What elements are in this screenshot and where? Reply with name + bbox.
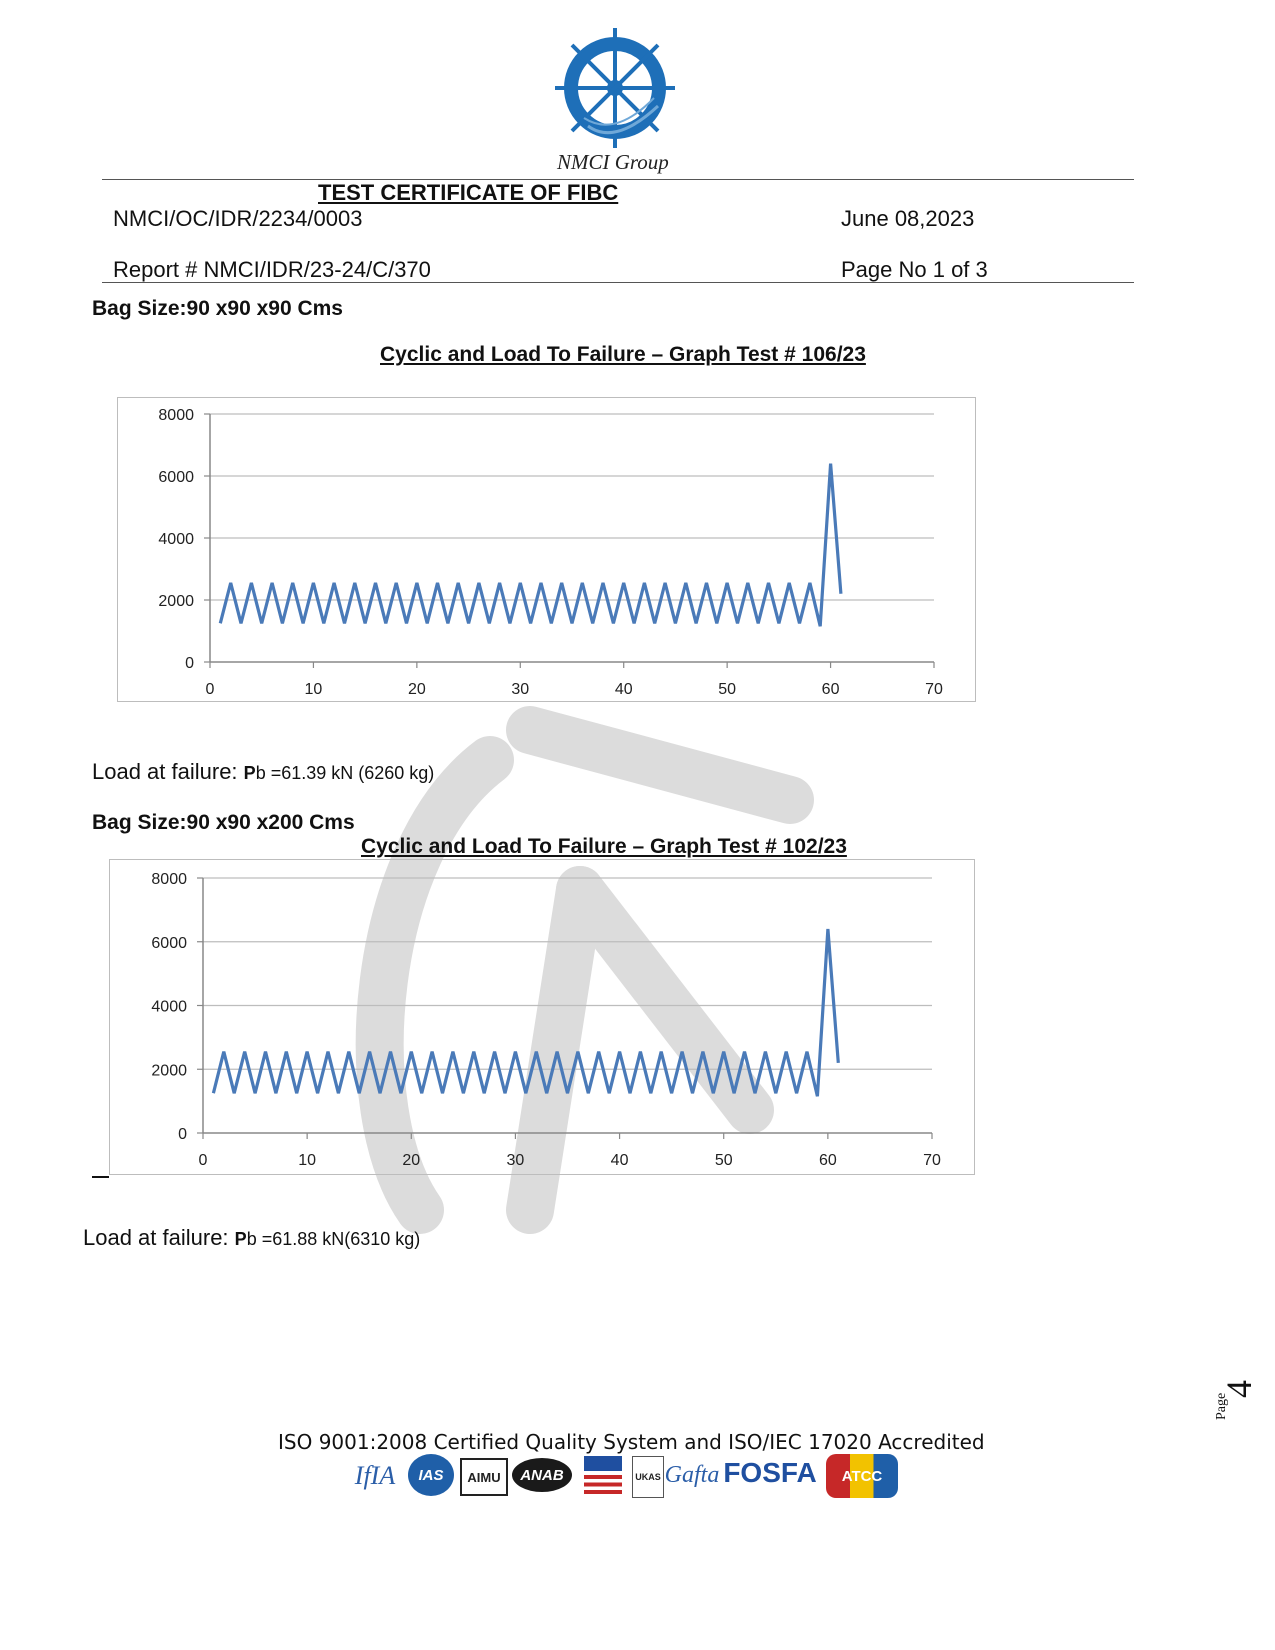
x-tick-label: 20	[407, 681, 426, 698]
logo-text: NMCI Group	[557, 150, 669, 174]
x-tick-label: 60	[821, 681, 840, 698]
x-tick-label: 60	[818, 1152, 837, 1169]
anab-logo-icon: ANAB	[512, 1458, 572, 1492]
graph-title-1: Cyclic and Load To Failure – Graph Test # 106/23	[380, 343, 866, 366]
certificate-date: June 08,2023	[841, 206, 975, 231]
aimu-logo-icon: AIMU	[460, 1458, 508, 1496]
page-number: 4	[1219, 1380, 1259, 1398]
load-label: Load at failure:	[83, 1225, 235, 1250]
load-label: Load at failure:	[92, 759, 244, 784]
ukas-logo-icon: UKAS	[632, 1456, 664, 1498]
accreditation-logos	[346, 1452, 906, 1502]
x-tick-label: 70	[925, 681, 943, 698]
load-value: b =61.39 kN (6260 kg)	[255, 763, 435, 783]
load-value: b =61.88 kN(6310 kg)	[246, 1229, 421, 1249]
load-p-symbol: P	[243, 763, 256, 783]
x-tick-label: 30	[511, 681, 530, 698]
bag-size-1: Bag Size:90 x90 x90 Cms	[92, 297, 343, 320]
certificate-ref: NMCI/OC/IDR/2234/0003	[113, 206, 363, 231]
x-tick-label: 10	[304, 681, 323, 698]
y-tick-label: 6000	[158, 469, 194, 486]
x-tick-label: 40	[614, 681, 633, 698]
load-p-symbol: P	[234, 1229, 247, 1249]
y-tick-label: 6000	[151, 934, 187, 952]
y-tick-label: 0	[185, 655, 194, 672]
y-tick-label: 2000	[158, 593, 194, 610]
y-tick-label: 8000	[158, 407, 194, 424]
certification-text: ISO 9001:2008 Certified Quality System and ISO/IEC 17020 Accredited	[278, 1430, 985, 1454]
graph-title-2: Cyclic and Load To Failure – Graph Test # 102/23	[361, 835, 847, 858]
fosfa-logo-icon: FOSFA	[723, 1457, 817, 1488]
x-tick-label: 20	[402, 1152, 421, 1169]
page-info: Page No 1 of 3	[841, 257, 988, 282]
load-chart-1	[117, 397, 976, 702]
stray-mark	[92, 1176, 109, 1178]
load-at-failure-1	[92, 759, 434, 785]
x-tick-label: 70	[923, 1152, 941, 1169]
y-tick-label: 4000	[158, 531, 194, 548]
header-divider-bottom	[102, 282, 1134, 283]
x-tick-label: 0	[198, 1152, 208, 1169]
y-tick-label: 2000	[151, 1062, 187, 1080]
page-word: Page	[1214, 1392, 1229, 1420]
y-tick-label: 0	[178, 1126, 187, 1143]
atcc-logo-icon: ATCC	[826, 1454, 898, 1498]
ias-logo-icon: IAS	[408, 1454, 454, 1496]
y-tick-label: 8000	[151, 871, 187, 888]
bag-size-2: Bag Size:90 x90 x200 Cms	[92, 811, 355, 834]
x-tick-label: 50	[718, 681, 737, 698]
x-tick-label: 30	[506, 1152, 525, 1169]
report-number: Report # NMCI/IDR/23-24/C/370	[113, 257, 431, 282]
ship-wheel-logo-icon	[548, 26, 682, 154]
series-line-1	[220, 464, 841, 627]
gafta-logo-icon: Gafta	[664, 1461, 720, 1488]
load-at-failure-2	[83, 1225, 420, 1251]
load-chart-2	[109, 859, 975, 1175]
x-tick-label: 40	[610, 1152, 629, 1169]
x-tick-label: 10	[298, 1152, 317, 1169]
series-line-1	[213, 929, 838, 1096]
ifia-logo-icon: IfIA	[354, 1461, 396, 1490]
x-tick-label: 50	[714, 1152, 733, 1169]
certificate-title: TEST CERTIFICATE OF FIBC	[318, 180, 619, 205]
flag-logo-icon	[584, 1456, 622, 1494]
x-tick-label: 0	[205, 681, 215, 698]
y-tick-label: 4000	[151, 998, 187, 1016]
